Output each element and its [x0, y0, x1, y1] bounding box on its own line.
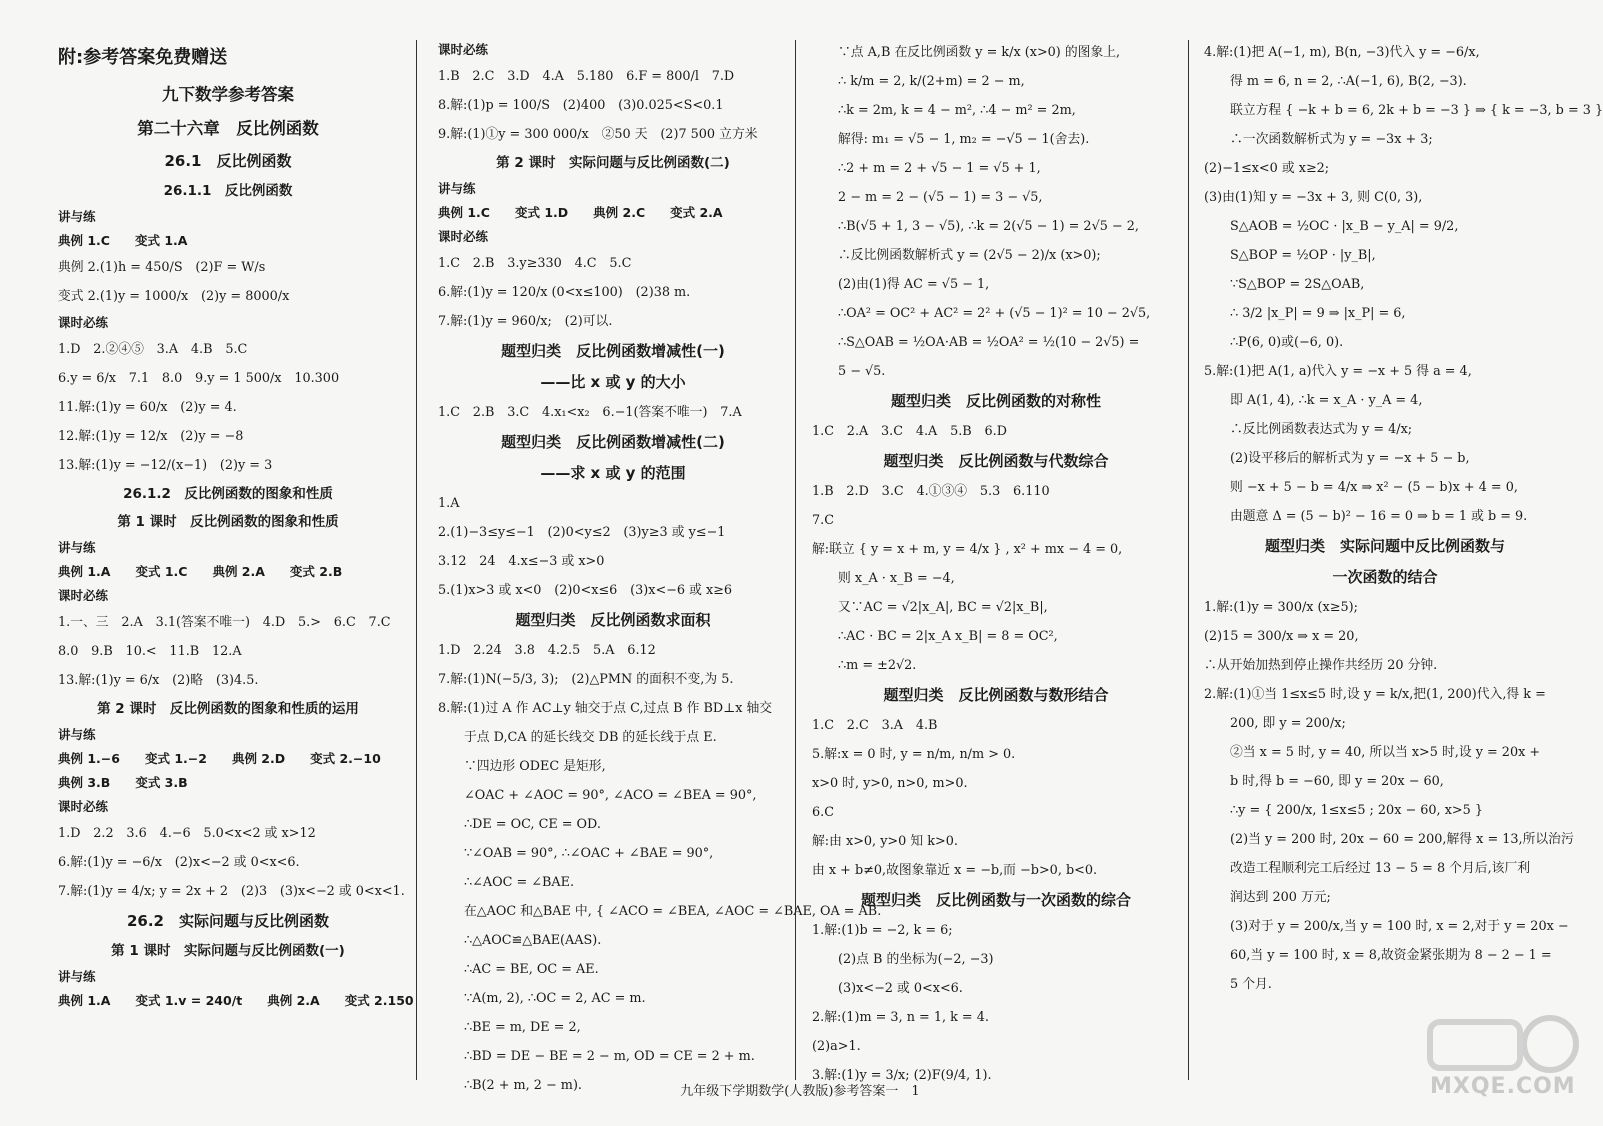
answer-line: 改造工程顺利完工后经过 13 − 5 = 8 个月后,该厂利 — [1230, 861, 1531, 876]
answer-line: S△BOP = ½OP · |y_B|, — [1230, 248, 1376, 263]
watermark-text: MXQE.COM — [1430, 1074, 1576, 1099]
answer-line: ∵∠OAB = 90°, ∴∠OAC + ∠BAE = 90°, — [464, 846, 714, 861]
answer-line: 即 A(1, 4), ∴k = x_A · y_A = 4, — [1230, 393, 1423, 408]
answer-line: 13.解:(1)y = 6/x (2)略 (3)4.5. — [58, 673, 259, 688]
answer-line: ∵A(m, 2), ∴OC = 2, AC = m. — [464, 991, 646, 1006]
answer-line: 解得: m₁ = √5 − 1, m₂ = −√5 − 1(舍去). — [838, 132, 1090, 147]
answer-line: 3.12 24 4.x≤−3 或 x>0 — [438, 554, 605, 569]
section-label: 典例 3.B 变式 3.B — [58, 775, 188, 790]
answer-line: 13.解:(1)y = −12/(x−1) (2)y = 3 — [58, 458, 273, 473]
section-heading: 26.2 实际问题与反比例函数 — [126, 912, 329, 930]
section-label: 典例 1.−6 变式 1.−2 典例 2.D 变式 2.−10 — [58, 751, 381, 766]
section-heading: 题型归类 反比例函数与数形结合 — [883, 686, 1109, 704]
answer-line: 在△AOC 和△BAE 中, { ∠ACO = ∠BEA, ∠AOC = ∠BAE, OA = AB. — [464, 904, 882, 919]
answer-line: ∴AC · BC = 2|x_A x_B| = 8 = OC², — [838, 629, 1058, 644]
section-label: 课时必练 — [58, 799, 109, 814]
answer-line: 得 m = 6, n = 2, ∴A(−1, 6), B(2, −3). — [1230, 74, 1467, 89]
answer-line: 联立方程 { −k + b = 6, 2k + b = −3 } ⇒ { k = −3, b = 3 } — [1230, 103, 1603, 118]
answer-line: 1.D 2.②④⑤ 3.A 4.B 5.C — [58, 342, 248, 357]
section-heading: 题型归类 反比例函数与一次函数的综合 — [860, 891, 1131, 909]
answer-line: ∴∠AOC = ∠BAE. — [464, 875, 575, 890]
answer-line: 于点 D,CA 的延长线交 DB 的延长线于点 E. — [464, 730, 717, 745]
answer-line: 5 个月. — [1230, 977, 1272, 992]
answer-line: 5 − √5. — [838, 364, 886, 379]
answer-line: (2)−1≤x<0 或 x≥2; — [1204, 161, 1330, 176]
section-heading: 第 1 课时 实际问题与反比例函数(一) — [111, 943, 345, 959]
section-heading: 题型归类 反比例函数求面积 — [515, 611, 711, 629]
answer-line: (2)由(1)得 AC = √5 − 1, — [838, 277, 990, 292]
answer-line: (2)a>1. — [812, 1039, 861, 1054]
answer-line: 1.解:(1)b = −2, k = 6; — [812, 923, 953, 938]
section-heading: 题型归类 反比例函数的对称性 — [890, 392, 1101, 410]
answer-line: ∴从开始加热到停止操作共经历 20 分钟. — [1204, 658, 1438, 673]
section-label: 讲与练 — [58, 540, 96, 555]
answer-column-3 — [812, 38, 1180, 1083]
answer-line: 6.解:(1)y = 120/x (0<x≤100) (2)38 m. — [438, 285, 691, 300]
section-label: 讲与练 — [438, 181, 476, 196]
answer-line: ∴BE = m, DE = 2, — [464, 1020, 581, 1035]
answer-line: 润达到 200 万元; — [1230, 890, 1331, 905]
answer-line: 7.C — [812, 513, 835, 528]
section-heading: 第二十六章 反比例函数 — [137, 119, 319, 138]
section-label: 典例 1.C 变式 1.A — [58, 233, 188, 248]
answer-line: 12.解:(1)y = 12/x (2)y = −8 — [58, 429, 244, 444]
answer-line: (3)x<−2 或 0<x<6. — [838, 981, 963, 996]
answer-line: 又∵AC = √2|x_A|, BC = √2|x_B|, — [838, 600, 1048, 615]
answer-line: 6.解:(1)y = −6/x (2)x<−2 或 0<x<6. — [58, 855, 300, 870]
answer-column-1 — [58, 38, 414, 1078]
section-heading: 题型归类 反比例函数增减性(一) — [501, 342, 725, 360]
answer-line: ∴AC = BE, OC = AE. — [464, 962, 599, 977]
answer-line: 7.解:(1)N(−5/3, 3); (2)△PMN 的面积不变,为 5. — [438, 672, 734, 687]
section-label: 讲与练 — [58, 209, 96, 224]
answer-line: (2)当 y = 200 时, 20x − 60 = 200,解得 x = 13,所以治污 — [1230, 832, 1574, 847]
answer-line: ∴2 + m = 2 + √5 − 1 = √5 + 1, — [838, 161, 1041, 176]
section-label: 讲与练 — [58, 969, 96, 984]
answer-line: 变式 2.(1)y = 1000/x (2)y = 8000/x — [58, 289, 290, 304]
answer-line: 1.D 2.2 3.6 4.−6 5.0<x<2 或 x>12 — [58, 826, 316, 841]
answer-line: x>0 时, y>0, n>0, m>0. — [812, 776, 968, 791]
answer-line: 则 −x + 5 − b = 4/x ⇒ x² − (5 − b)x + 4 = 0, — [1230, 480, 1518, 495]
answer-line: 1.C 2.C 3.A 4.B — [812, 718, 938, 733]
answer-line: 2 − m = 2 − (√5 − 1) = 3 − √5, — [838, 190, 1043, 205]
answer-line: ∵点 A,B 在反比例函数 y = k/x (x>0) 的图象上, — [838, 45, 1121, 60]
section-heading: 第 2 课时 反比例函数的图象和性质的运用 — [97, 701, 359, 717]
answer-line: 1.A — [438, 496, 460, 511]
answer-line: 2.解:(1)m = 3, n = 1, k = 4. — [812, 1010, 989, 1025]
section-label: 典例 1.A 变式 1.v = 240/t 典例 2.A 变式 2.150 — [58, 993, 414, 1008]
answer-line: 2.解:(1)①当 1≤x≤5 时,设 y = k/x,把(1, 200)代入,得 k = — [1204, 687, 1546, 702]
answer-line: (3)对于 y = 200/x,当 y = 100 时, x = 2,对于 y = 20x − — [1230, 919, 1569, 934]
answer-line: 6.C — [812, 805, 835, 820]
answer-line: ∴ k/m = 2, k/(2+m) = 2 − m, — [838, 74, 1025, 89]
answer-line: 1.C 2.B 3.C 4.x₁<x₂ 6.−1(答案不唯一) 7.A — [438, 405, 742, 420]
answer-line: S△AOB = ½OC · |x_B − y_A| = 9/2, — [1230, 219, 1459, 234]
answer-line: 由 x + b≠0,故图象靠近 x = −b,而 −b>0, b<0. — [812, 863, 1098, 878]
answer-line: 5.解:x = 0 时, y = n/m, n/m > 0. — [812, 747, 1016, 762]
answer-line: 则 x_A · x_B = −4, — [838, 571, 955, 586]
section-heading: 26.1 反比例函数 — [164, 152, 292, 170]
answer-line: 4.解:(1)把 A(−1, m), B(n, −3)代入 y = −6/x, — [1204, 45, 1480, 60]
answer-line: 8.解:(1)p = 100/S (2)400 (3)0.025<S<0.1 — [438, 98, 724, 113]
answer-line: ∴m = ±2√2. — [838, 658, 917, 673]
answer-line: 7.解:(1)y = 960/x; (2)可以. — [438, 314, 613, 329]
answer-line: 8.解:(1)过 A 作 AC⊥y 轴交于点 C,过点 B 作 BD⊥x 轴交 — [438, 701, 773, 716]
answer-line: ∴ 3/2 |x_P| = 9 ⇒ |x_P| = 6, — [1230, 306, 1406, 321]
section-heading: 附:参考答案免费赠送 — [58, 47, 228, 68]
section-label: 讲与练 — [58, 727, 96, 742]
answer-line: 解:联立 { y = x + m, y = 4/x } , x² + mx − 4 = 0, — [812, 542, 1123, 557]
answer-line: ∴P(6, 0)或(−6, 0). — [1230, 335, 1344, 350]
answer-line: 1.B 2.C 3.D 4.A 5.180 6.F = 800/l 7.D — [438, 69, 735, 84]
section-label: 典例 1.A 变式 1.C 典例 2.A 变式 2.B — [58, 564, 343, 579]
answer-line: 8.0 9.B 10.< 11.B 12.A — [58, 644, 242, 659]
page-footer: 九年级下学期数学(人教版)参考答案一 1 — [680, 1084, 920, 1099]
answer-line: b 时,得 b = −60, 即 y = 20x − 60, — [1230, 774, 1444, 789]
section-heading: 题型归类 反比例函数增减性(二) — [501, 433, 725, 451]
answer-line: 5.解:(1)把 A(1, a)代入 y = −x + 5 得 a = 4, — [1204, 364, 1472, 379]
answer-line: 1.B 2.D 3.C 4.①③④ 5.3 6.110 — [812, 484, 1050, 499]
answer-line: 由题意 Δ = (5 − b)² − 16 = 0 ⇒ b = 1 或 b = 9. — [1230, 509, 1528, 524]
answer-line: 1.解:(1)y = 300/x (x≥5); — [1204, 600, 1358, 615]
answer-line: ∴S△OAB = ½OA·AB = ½OA² = ½(10 − 2√5) = — [838, 335, 1140, 350]
column-divider-1 — [416, 40, 417, 1080]
answer-line: ∵四边形 ODEC 是矩形, — [464, 759, 606, 774]
answer-line: ∴反比例函数表达式为 y = 4/x; — [1230, 422, 1413, 437]
section-heading: ——求 x 或 y 的范围 — [540, 464, 686, 482]
answer-line: 7.解:(1)y = 4/x; y = 2x + 2 (2)3 (3)x<−2 或 0<x<1. — [58, 884, 405, 899]
answer-line: 1.D 2.24 3.8 4.2.5 5.A 6.12 — [438, 643, 656, 658]
answer-line: ∠OAC + ∠AOC = 90°, ∠ACO = ∠BEA = 90°, — [464, 788, 757, 803]
answer-line: ∴△AOC≌△BAE(AAS). — [464, 933, 602, 948]
section-label: 课时必练 — [58, 588, 109, 603]
section-label: 典例 1.C 变式 1.D 典例 2.C 变式 2.A — [438, 205, 723, 220]
answer-line: ∴DE = OC, CE = OD. — [464, 817, 601, 832]
answer-line: 11.解:(1)y = 60/x (2)y = 4. — [58, 400, 237, 415]
section-label: 课时必练 — [438, 42, 489, 57]
section-heading: 第 1 课时 反比例函数的图象和性质 — [117, 514, 339, 530]
answer-line: ②当 x = 5 时, y = 40, 所以当 x>5 时,设 y = 20x + — [1230, 745, 1541, 760]
section-label: 课时必练 — [58, 315, 109, 330]
section-heading: 题型归类 实际问题中反比例函数与 — [1264, 537, 1505, 555]
answer-line: (2)15 = 300/x ⇒ x = 20, — [1204, 629, 1359, 644]
answer-line: 解:由 x>0, y>0 知 k>0. — [812, 834, 958, 849]
section-heading: 一次函数的结合 — [1332, 568, 1438, 586]
answer-line: 1.C 2.B 3.y≥330 4.C 5.C — [438, 256, 632, 271]
answer-line: ∴反比例函数解析式 y = (2√5 − 2)/x (x>0); — [838, 248, 1101, 263]
answer-line: ∴BD = DE − BE = 2 − m, OD = CE = 2 + m. — [464, 1049, 755, 1064]
section-label: 课时必练 — [438, 229, 489, 244]
section-heading: 26.1.1 反比例函数 — [163, 183, 293, 199]
answer-line: 2.(1)−3≤y≤−1 (2)0<y≤2 (3)y≥3 或 y≤−1 — [438, 525, 726, 540]
answer-line: 5.(1)x>3 或 x<0 (2)0<x≤6 (3)x<−6 或 x≥6 — [438, 583, 733, 598]
answer-line: ∴y = { 200/x, 1≤x≤5 ; 20x − 60, x>5 } — [1230, 803, 1483, 818]
answer-line: (3)由(1)知 y = −3x + 3, 则 C(0, 3), — [1204, 190, 1423, 205]
answer-line: 1.一、三 2.A 3.1(答案不唯一) 4.D 5.> 6.C 7.C — [58, 615, 391, 630]
answer-line: ∴B(√5 + 1, 3 − √5), ∴k = 2(√5 − 1) = 2√5 − 2, — [838, 219, 1139, 234]
answer-line: 1.C 2.A 3.C 4.A 5.B 6.D — [812, 424, 1007, 439]
answer-line: 60,当 y = 100 时, x = 8,故资金紧张期为 8 − 2 − 1 = — [1230, 948, 1552, 963]
section-heading: 题型归类 反比例函数与代数综合 — [883, 452, 1109, 470]
answer-line: 200, 即 y = 200/x; — [1230, 716, 1346, 731]
answer-line: 6.y = 6/x 7.1 8.0 9.y = 1 500/x 10.300 — [58, 371, 340, 386]
column-divider-3 — [1188, 40, 1189, 1080]
answer-line: ∴B(2 + m, 2 − m). — [464, 1078, 583, 1093]
section-heading: 26.1.2 反比例函数的图象和性质 — [123, 486, 333, 502]
answer-line: ∴OA² = OC² + AC² = 2² + (√5 − 1)² = 10 − 2√5, — [838, 306, 1151, 321]
answer-line: 9.解:(1)①y = 300 000/x ②50 天 (2)7 500 立方米 — [438, 127, 758, 142]
answer-line: 典例 2.(1)h = 450/S (2)F = W/s — [58, 260, 266, 275]
answer-column-4 — [1204, 38, 1603, 1078]
answer-line: (2)点 B 的坐标为(−2, −3) — [838, 952, 994, 967]
answer-line: ∴k = 2m, k = 4 − m², ∴4 − m² = 2m, — [838, 103, 1076, 118]
section-heading: 九下数学参考答案 — [162, 85, 294, 104]
answer-line: ∵S△BOP = 2S△OAB, — [1230, 277, 1365, 292]
section-heading: 第 2 课时 实际问题与反比例函数(二) — [496, 155, 730, 171]
answer-line: 3.解:(1)y = 3/x; (2)F(9/4, 1). — [812, 1068, 992, 1083]
answer-line: ∴一次函数解析式为 y = −3x + 3; — [1230, 132, 1433, 147]
answer-line: (2)设平移后的解析式为 y = −x + 5 − b, — [1230, 451, 1470, 466]
section-heading: ——比 x 或 y 的大小 — [540, 373, 686, 391]
